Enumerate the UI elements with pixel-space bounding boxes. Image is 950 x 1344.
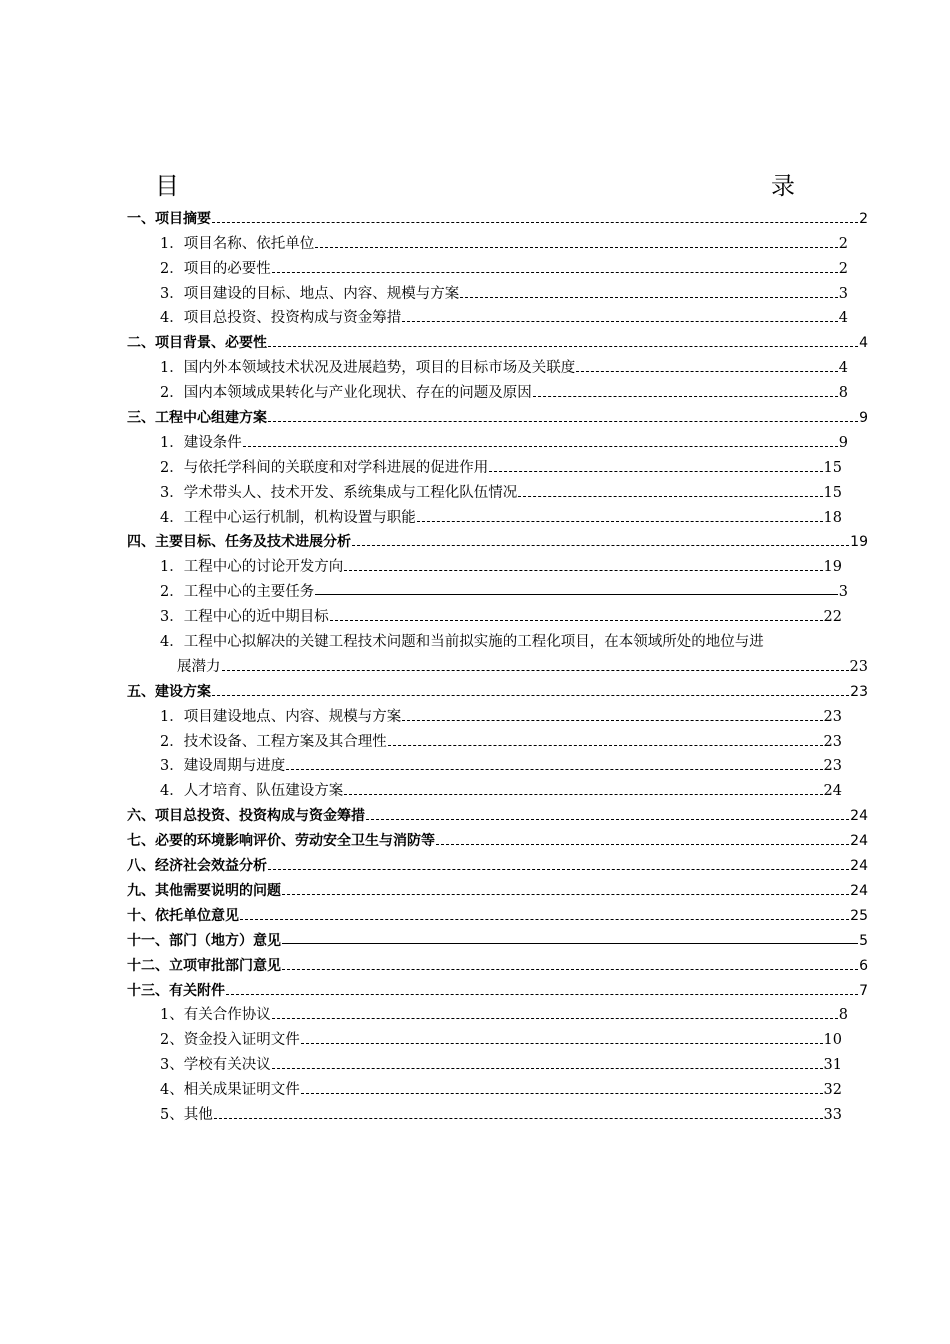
toc-page-number: 18 [823, 509, 842, 526]
toc-entry[interactable] [127, 701, 868, 726]
toc-leader [222, 658, 849, 676]
toc-page-number: 24 [850, 808, 868, 825]
toc-page-number: 24 [850, 833, 868, 850]
toc-page-number: 6 [859, 957, 868, 974]
toc-entry[interactable] [127, 751, 868, 776]
toc-leader [301, 1081, 823, 1099]
toc-entry[interactable] [127, 975, 868, 1000]
toc-entry[interactable] [127, 925, 868, 950]
toc-page-number: 19 [850, 534, 868, 551]
toc-entry-label: 3、学校有关决议 [160, 1057, 271, 1074]
toc-title: 目 录 [155, 172, 925, 200]
toc-leader [272, 1056, 823, 1074]
toc-page-number: 4 [838, 310, 848, 327]
toc-entry[interactable] [127, 576, 868, 601]
toc-page-number: 33 [823, 1106, 842, 1123]
toc-entry-label: 十三、有关附件 [127, 982, 225, 999]
toc-entry[interactable] [127, 303, 868, 328]
toc-page-number: 4 [838, 360, 848, 377]
toc-entry-label: 4．人才培育、队伍建设方案 [160, 783, 344, 800]
toc-entry-label: 十、依托单位意见 [127, 907, 239, 924]
toc-page-number: 32 [823, 1082, 842, 1099]
toc-leader [518, 484, 822, 502]
toc-entry-label: 2．工程中心的主要任务 [160, 584, 315, 601]
toc-page-number: 24 [850, 882, 868, 899]
toc-entry[interactable] [127, 800, 868, 825]
toc-leader [286, 757, 822, 775]
toc-entry[interactable] [127, 278, 868, 303]
toc-entry-label: 1．项目建设地点、内容、规模与方案 [160, 708, 402, 725]
table-of-contents [127, 203, 868, 1124]
toc-leader [268, 857, 849, 875]
toc-leader [243, 434, 838, 452]
toc-entry-label: 1．工程中心的讨论开发方向 [160, 559, 344, 576]
toc-entry[interactable] [127, 228, 868, 253]
toc-entry[interactable] [127, 352, 868, 377]
toc-leader [460, 285, 838, 303]
toc-entry-label: 2．与依托学科间的关联度和对学科进展的促进作用 [160, 459, 489, 476]
toc-page-number: 23 [823, 733, 842, 750]
toc-page-number: 25 [850, 907, 868, 924]
toc-page-number: 9 [838, 434, 848, 451]
toc-leader [226, 982, 858, 1000]
toc-leader [576, 359, 838, 377]
toc-entry[interactable] [127, 253, 868, 278]
toc-entry[interactable] [127, 1000, 868, 1025]
toc-entry-label: 七、必要的环境影响评价、劳动安全卫生与消防等 [127, 833, 435, 850]
toc-entry[interactable] [127, 427, 868, 452]
toc-entry-label: 2．技术设备、工程方案及其合理性 [160, 733, 387, 750]
toc-leader [436, 832, 849, 850]
toc-entry-label: 1．建设条件 [160, 434, 242, 451]
toc-leader [315, 235, 838, 253]
toc-entry-label: 2、资金投入证明文件 [160, 1032, 300, 1049]
toc-entry-label: 3．学术带头人、技术开发、系统集成与工程化队伍情况 [160, 484, 518, 501]
toc-leader [272, 1006, 838, 1024]
toc-entry-label: 四、主要目标、任务及技术进展分析 [127, 534, 351, 551]
toc-leader [212, 210, 858, 228]
toc-page-number: 23 [823, 708, 842, 725]
toc-entry[interactable] [127, 1099, 868, 1124]
toc-entry[interactable] [127, 726, 868, 751]
toc-entry[interactable] [127, 1024, 868, 1049]
toc-leader [282, 957, 858, 975]
toc-leader [417, 509, 823, 527]
toc-page-number: 7 [859, 982, 868, 999]
toc-entry-label: 4、相关成果证明文件 [160, 1082, 300, 1099]
toc-leader [388, 733, 823, 751]
toc-entry[interactable] [127, 950, 868, 975]
toc-leader [344, 782, 822, 800]
toc-entry[interactable] [127, 1049, 868, 1074]
toc-leader [352, 533, 849, 551]
toc-entry[interactable] [127, 502, 868, 527]
toc-entry[interactable] [127, 527, 868, 552]
toc-entry[interactable] [127, 477, 868, 502]
toc-entry-label: 三、工程中心组建方案 [127, 410, 267, 427]
toc-entry-label: 八、经济社会效益分析 [127, 858, 267, 875]
toc-leader [330, 608, 823, 626]
toc-entry-label: 五、建设方案 [127, 683, 211, 700]
toc-page-number: 24 [850, 858, 868, 875]
toc-entry-label: 十一、部门（地方）意见 [127, 932, 281, 949]
toc-page-number: 31 [823, 1057, 842, 1074]
toc-entry[interactable] [127, 601, 868, 626]
toc-page-number: 22 [823, 609, 842, 626]
toc-leader [268, 334, 858, 352]
toc-entry-label: 六、项目总投资、投资构成与资金筹措 [127, 808, 365, 825]
toc-page-number: 10 [823, 1032, 842, 1049]
toc-entry[interactable] [127, 452, 868, 477]
toc-leader [212, 683, 849, 701]
toc-entry[interactable] [127, 651, 868, 676]
toc-entry-label: 2．项目的必要性 [160, 260, 271, 277]
toc-entry-label: 展潜力 [177, 658, 221, 675]
toc-entry[interactable] [127, 327, 868, 352]
toc-entry-label: 5、其他 [160, 1106, 213, 1123]
toc-leader [344, 558, 822, 576]
toc-page-number: 19 [823, 559, 842, 576]
toc-entry[interactable] [127, 850, 868, 875]
toc-page-number: 4 [859, 335, 868, 352]
toc-entry[interactable] [127, 377, 868, 402]
toc-entry[interactable] [127, 203, 868, 228]
toc-page-number: 23 [849, 658, 868, 675]
toc-leader [214, 1106, 823, 1124]
toc-entry-label: 1．国内外本领域技术状况及进展趋势，项目的目标市场及关联度 [160, 360, 576, 377]
toc-leader [402, 708, 822, 726]
toc-leader [240, 907, 849, 925]
toc-entry-label: 九、其他需要说明的问题 [127, 882, 281, 899]
toc-page-number: 9 [859, 410, 868, 427]
toc-entry[interactable] [127, 676, 868, 701]
toc-leader [282, 932, 858, 950]
toc-page-number: 15 [823, 484, 842, 501]
toc-entry-label: 1、有关合作协议 [160, 1007, 271, 1024]
toc-page-number: 2 [838, 260, 848, 277]
toc-page-number: 8 [838, 1007, 848, 1024]
toc-entry-label: 十二、立项审批部门意见 [127, 957, 281, 974]
toc-leader [282, 882, 849, 900]
toc-page-number: 2 [838, 235, 848, 252]
toc-entry-label: 3．工程中心的近中期目标 [160, 609, 329, 626]
toc-entry[interactable] [127, 875, 868, 900]
toc-entry-label: 一、项目摘要 [127, 210, 211, 227]
toc-leader [301, 1031, 823, 1049]
toc-entry[interactable] [127, 775, 868, 800]
toc-page-number: 8 [838, 385, 848, 402]
toc-leader [315, 583, 838, 601]
toc-entry-label: 4．工程中心拟解决的关键工程技术问题和当前拟实施的工程化项目，在本领域所处的地位与进 [160, 634, 764, 651]
toc-leader [533, 384, 838, 402]
toc-leader [366, 807, 849, 825]
toc-entry-label: 4．工程中心运行机制，机构设置与职能 [160, 509, 416, 526]
toc-entry-label: 3．项目建设的目标、地点、内容、规模与方案 [160, 285, 460, 302]
toc-entry[interactable] [127, 825, 868, 850]
toc-page-number: 2 [859, 210, 868, 227]
toc-page-number: 24 [823, 783, 842, 800]
toc-leader [489, 459, 822, 477]
toc-page-number: 15 [823, 459, 842, 476]
toc-page-number: 23 [823, 758, 842, 775]
toc-entry[interactable] [127, 1074, 868, 1099]
toc-page-number: 5 [859, 932, 868, 949]
toc-leader [272, 260, 838, 278]
toc-page-number: 3 [838, 584, 848, 601]
toc-entry[interactable] [127, 402, 868, 427]
toc-page-number: 3 [838, 285, 848, 302]
toc-leader [402, 309, 838, 327]
toc-leader [268, 409, 858, 427]
toc-entry[interactable] [127, 626, 868, 651]
toc-entry-label: 2．国内本领域成果转化与产业化现状、存在的问题及原因 [160, 385, 532, 402]
toc-entry-label: 3．建设周期与进度 [160, 758, 286, 775]
toc-entry-label: 1．项目名称、依托单位 [160, 235, 315, 252]
toc-entry[interactable] [127, 551, 868, 576]
toc-entry-label: 二、项目背景、必要性 [127, 335, 267, 352]
toc-entry[interactable] [127, 900, 868, 925]
toc-entry-label: 4．项目总投资、投资构成与资金筹措 [160, 310, 402, 327]
toc-page-number: 23 [850, 683, 868, 700]
